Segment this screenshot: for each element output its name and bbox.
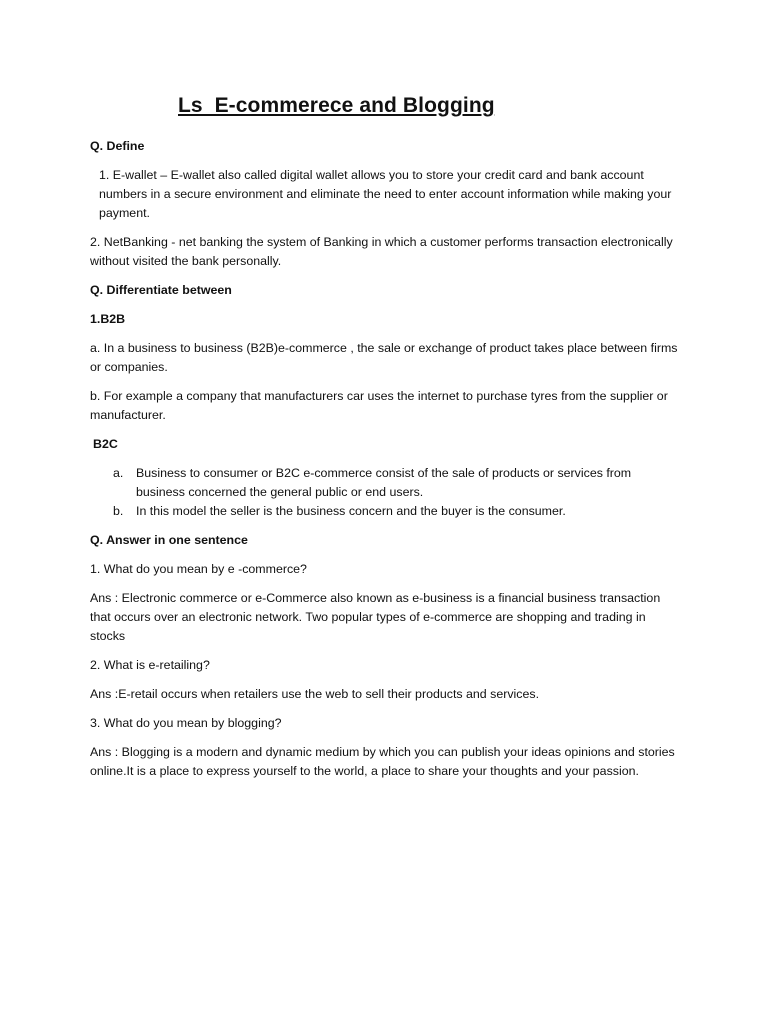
document-body: [90, 137, 680, 791]
list-item-text: Business to consumer or B2C e-commerce consist of the sale of products or services from business concerned the general public or end users.: [136, 466, 632, 499]
define-heading: Q. Define: [90, 139, 145, 153]
list-marker: b.: [113, 504, 124, 518]
answer-1: Ans : Electronic commerce or e-Commerce also known as e-business is a financial business transaction that occurs over an electronic network. Two popular types of e-commerce are shopping and trading in stocks: [90, 591, 661, 643]
differentiate-heading: Q. Differentiate between: [90, 283, 232, 297]
define-ewallet: 1. E-wallet – E-wallet also called digital wallet allows you to store your credit card and bank account numbers in a secure environment and eliminate the need to enter account information while making your payment.: [99, 168, 672, 220]
answer-heading: Q. Answer in one sentence: [90, 533, 248, 547]
define-netbanking: 2. NetBanking - net banking the system of Banking in which a customer performs transaction electronically without visited the bank personally.: [90, 235, 673, 268]
question-3: 3. What do you mean by blogging?: [90, 716, 282, 730]
b2c-heading: B2C: [93, 437, 118, 451]
b2c-list: [90, 464, 680, 521]
document-title: Ls E-commerece and Blogging: [178, 94, 495, 117]
question-2: 2. What is e-retailing?: [90, 658, 210, 672]
answer-3: Ans : Blogging is a modern and dynamic medium by which you can publish your ideas opinions and stories online.It is a place to express yourself to the world, a place to share your thoughts and your passion.: [90, 745, 675, 778]
answer-2: Ans :E-retail occurs when retailers use the web to sell their products and services.: [90, 687, 540, 701]
list-item: [90, 502, 680, 521]
list-item: [90, 464, 680, 502]
question-1: 1. What do you mean by e -commerce?: [90, 562, 307, 576]
list-marker: a.: [113, 466, 124, 480]
b2b-point-a: a. In a business to business (B2B)e-commerce , the sale or exchange of product takes place between firms or companies.: [90, 341, 678, 374]
b2b-heading: 1.B2B: [90, 312, 126, 326]
list-item-text: In this model the seller is the business concern and the buyer is the consumer.: [136, 504, 566, 518]
b2b-point-b: b. For example a company that manufacturers car uses the internet to purchase tyres from the supplier or manufacturer.: [90, 389, 668, 422]
